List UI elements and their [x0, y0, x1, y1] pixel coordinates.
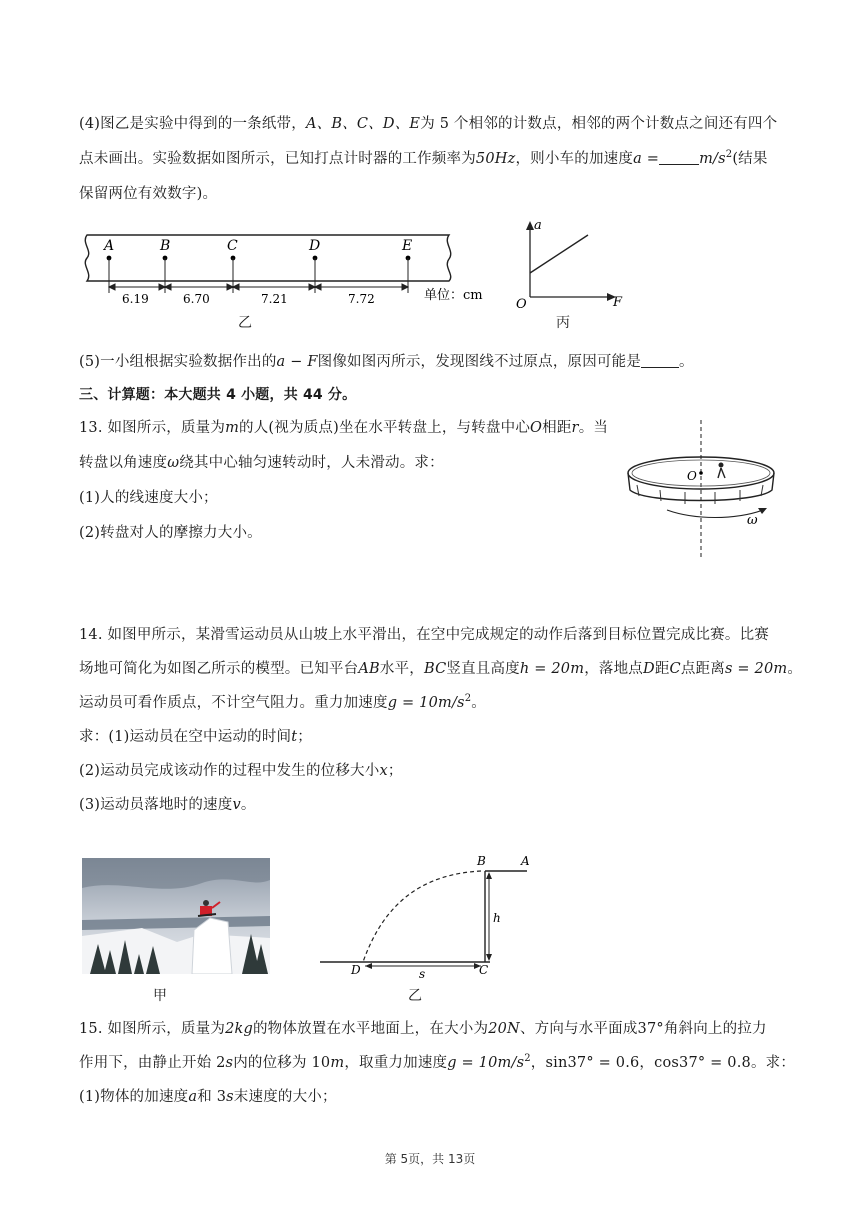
q14-part1	[79, 725, 312, 746]
text: 、方向与水平面成37°角斜向上的拉力	[519, 1021, 767, 1037]
text: 绕其中心轴匀速转动时，人未滑动。求：	[179, 455, 444, 471]
q15-line2	[79, 1051, 795, 1072]
accel-eq: a =	[633, 151, 660, 167]
var-v: v	[232, 797, 241, 813]
text: 。	[787, 661, 803, 677]
fig-label-a: A	[521, 854, 530, 868]
tape-points	[107, 256, 411, 261]
text: 和 3	[197, 1089, 227, 1105]
origin-label: O	[516, 297, 527, 312]
q13-line2	[79, 451, 444, 472]
var-a: a	[188, 1089, 198, 1105]
text: (2)运动员完成该动作的过程中发生的位移大小	[79, 763, 380, 779]
text: 。	[679, 354, 694, 370]
text: 。	[471, 695, 486, 711]
text: ，则小车的加速度	[515, 151, 634, 167]
text: 距	[654, 661, 670, 677]
text: ，落地点	[584, 661, 643, 677]
dist-bc: 6.70	[183, 292, 210, 306]
fig-label-d: D	[351, 963, 361, 977]
distance-eq: s = 20m	[724, 661, 788, 677]
text: 竖直且高度	[446, 661, 520, 677]
text: ，sin37° = 0.6，cos37° = 0.8。求：	[530, 1055, 796, 1071]
fig-label-h: h	[493, 911, 501, 925]
text: 的物体放置在水平地面上，在大小为	[252, 1021, 489, 1037]
q15-part1	[79, 1085, 337, 1106]
tape-outline	[85, 235, 450, 281]
answer-blank[interactable]	[659, 150, 699, 166]
dist-de: 7.72	[348, 292, 375, 306]
mass: 2kg	[225, 1021, 253, 1037]
q14-line3	[79, 691, 486, 712]
text: (5)一小组根据实验数据作出的	[79, 354, 277, 370]
graph-line	[530, 235, 588, 273]
dist-ab: 6.19	[122, 292, 149, 306]
fig-omega-label: ω	[747, 513, 758, 528]
answer-blank[interactable]	[641, 353, 679, 369]
text: 运动员可看作质点，不计空气阻力。重力加速度	[79, 695, 388, 711]
a-f-graph-figure	[510, 215, 630, 315]
unit-m: m	[330, 1055, 345, 1071]
fig-label-c: C	[479, 963, 489, 977]
text: 转盘以角速度	[79, 455, 168, 471]
diagram-caption: 乙	[408, 988, 422, 1004]
text: 水平，	[379, 661, 424, 677]
text: 内的位移为 10	[233, 1055, 331, 1071]
text: ；	[387, 763, 403, 779]
var-bc: BC	[423, 661, 447, 677]
q15-line1	[79, 1017, 767, 1038]
text: 。当	[578, 420, 609, 436]
exp: 2	[524, 1053, 531, 1065]
unit-s: s	[226, 1089, 234, 1105]
trajectory	[363, 871, 481, 962]
q12-part5	[79, 350, 694, 371]
text: 相距	[542, 420, 572, 436]
var-ab: AB	[358, 661, 380, 677]
unit: m/s	[699, 151, 726, 167]
height-eq: h = 20m	[519, 661, 585, 677]
q14-part2	[79, 759, 403, 780]
var-d: D	[643, 661, 655, 677]
var-t: t	[291, 729, 298, 745]
y-axis-label: a	[534, 218, 542, 233]
dist-cd: 7.21	[261, 292, 288, 306]
var-r: r	[571, 420, 579, 436]
var-o: O	[530, 420, 543, 436]
text: 末速度的大小；	[233, 1089, 337, 1105]
person-icon	[718, 463, 725, 478]
text: 15. 如图所示，质量为	[79, 1021, 226, 1037]
text: 。	[240, 797, 256, 813]
section-3-heading: 三、计算题：本大题共 4 小题，共 44 分。	[79, 387, 357, 403]
unit-exp: 2	[725, 149, 733, 161]
label-c: C	[227, 238, 238, 254]
graph-name: a − F	[276, 354, 318, 370]
text: 求：(1)运动员在空中运动的时间	[79, 729, 292, 745]
turntable-figure	[615, 418, 785, 563]
trajectory-diagram	[315, 850, 545, 980]
text: (1)物体的加速度	[79, 1089, 189, 1105]
skier-photo	[82, 858, 270, 974]
text: ，取重力加速度	[344, 1055, 448, 1071]
text: 13. 如图所示，质量为	[79, 420, 226, 436]
y-arrow	[526, 221, 534, 230]
paper-tape-figure	[75, 225, 495, 310]
fig-label-s: s	[419, 967, 426, 980]
gravity-eq: g = 10m/s	[387, 695, 465, 711]
q14-part3	[79, 793, 256, 814]
label-b: B	[160, 238, 171, 254]
var-c: C	[669, 661, 681, 677]
q12-part4-line2	[79, 147, 768, 168]
page-footer: 第 5页，共 13页	[384, 1152, 476, 1166]
center-point	[699, 471, 703, 475]
label-d: D	[309, 238, 321, 254]
text: 的人(视为质点)坐在水平转盘上，与转盘中心	[239, 420, 531, 436]
frequency: 50Hz	[475, 151, 516, 167]
label-e: E	[402, 238, 413, 254]
q12-part4-line1	[79, 112, 777, 133]
graph-caption: 丙	[556, 315, 570, 331]
q14-line2	[79, 657, 802, 678]
dimension-lines	[109, 258, 408, 293]
var-omega: ω	[167, 455, 180, 471]
q14-line1: 14. 如图甲所示，某滑雪运动员从山坡上水平滑出，在空中完成规定的动作后落到目标位置完成比赛。比赛	[79, 627, 769, 643]
q13-line1	[79, 416, 608, 437]
text: (4)图乙是实验中得到的一条纸带，	[79, 116, 306, 132]
text: (结果	[732, 151, 768, 167]
exp: 2	[464, 693, 472, 705]
text: 图像如图丙所示，发现图线不过原点，原因可能是	[317, 354, 642, 370]
q13-part1: (1)人的线速度大小；	[79, 490, 218, 506]
text: 为 5 个相邻的计数点，相邻的两个计数点之间还有四个	[420, 116, 778, 132]
x-axis-label: F	[613, 295, 623, 310]
text: 点未画出。实验数据如图所示，已知打点计时器的工作频率为	[79, 151, 476, 167]
points-label: A、B、C、D、E	[305, 116, 421, 132]
tape-caption: 乙	[238, 315, 252, 331]
text: 场地可简化为如图乙所示的模型。已知平台	[79, 661, 359, 677]
force: 20N	[488, 1021, 520, 1037]
var-m: m	[225, 420, 240, 436]
text: 作用下，由静止开始 2	[79, 1055, 226, 1071]
label-a: A	[104, 238, 115, 254]
q13-part2: (2)转盘对人的摩擦力大小。	[79, 525, 262, 541]
gravity-eq: g = 10m/s	[447, 1055, 525, 1071]
text: 点距离	[680, 661, 725, 677]
unit-label: 单位：cm	[424, 288, 483, 303]
unit-s: s	[225, 1055, 234, 1071]
fig-label-b: B	[477, 854, 486, 868]
photo-caption: 甲	[153, 988, 167, 1004]
fig-center-label: O	[687, 469, 697, 483]
var-x: x	[379, 763, 388, 779]
text: 保留两位有效数字)。	[79, 186, 218, 202]
text: ；	[297, 729, 312, 745]
text: (3)运动员落地时的速度	[79, 797, 233, 813]
q12-part4-line3	[79, 182, 217, 203]
